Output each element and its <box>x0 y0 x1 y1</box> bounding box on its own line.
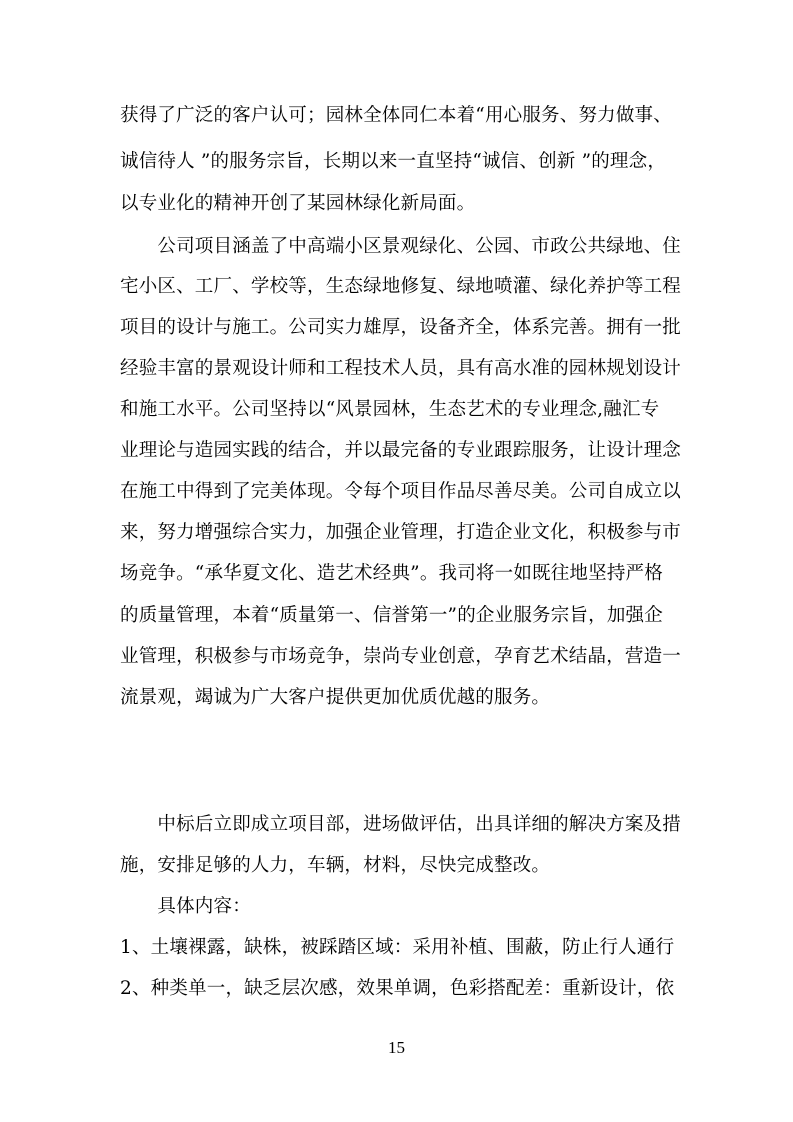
paragraph-line: 场竞争。“承华夏文化、造艺术经典”。我司将一如既往地坚持严格 <box>120 563 663 584</box>
paragraph-line: 获得了广泛的客户认可；园林全体同仁本着“用心服务、努力做事、 <box>120 105 672 126</box>
page-number: 15 <box>388 1038 405 1057</box>
list-item: 2、种类单一，缺乏层次感，效果单调，色彩搭配差：重新设计，依 <box>120 978 675 999</box>
paragraph-line: 业理论与造园实践的结合，并以最完备的专业跟踪服务，让设计理念 <box>120 440 682 461</box>
paragraph-line: 经验丰富的景观设计师和工程技术人员，具有高水准的园林规划设计 <box>120 358 682 379</box>
paragraph-line: 的质量管理，本着“质量第一、信誉第一”的企业服务宗旨，加强企 <box>120 605 663 626</box>
paragraph-line: 具体内容： <box>120 896 251 917</box>
paragraph-line: 诚信待人 ”的服务宗旨，长期以来一直坚持“诚信、创新 ”的理念， <box>120 151 667 172</box>
paragraph-line: 来，努力增强综合实力，加强企业管理，打造企业文化，积极参与市 <box>120 522 682 543</box>
list-item: 1、土壤裸露，缺株，被踩踏区域：采用补植、围蔽，防止行人通行 <box>120 937 675 958</box>
paragraph-line: 公司项目涵盖了中高端小区景观绿化、公园、市政公共绿地、住 <box>120 236 682 257</box>
paragraph-line: 中标后立即成立项目部，进场做评估，出具详细的解决方案及措 <box>120 814 682 835</box>
paragraph-line: 在施工中得到了完美体现。令每个项目作品尽善尽美。公司自成立以 <box>120 481 682 502</box>
paragraph-line: 宅小区、工厂、学校等，生态绿地修复、绿地喷灌、绿化养护等工程 <box>120 276 682 297</box>
paragraph-line: 以专业化的精神开创了某园林绿化新局面。 <box>120 193 476 214</box>
paragraph-line: 项目的设计与施工。公司实力雄厚，设备齐全，体系完善。拥有一批 <box>120 317 682 338</box>
paragraph-line: 施，安排足够的人力，车辆，材料，尽快完成整改。 <box>120 855 551 876</box>
paragraph-line: 和施工水平。公司坚持以“风景园林，生态艺术的专业理念,融汇专 <box>120 399 660 420</box>
paragraph-line: 业管理，积极参与市场竞争，崇尚专业创意，孕育艺术结晶，营造一 <box>120 646 682 667</box>
paragraph-line: 流景观，竭诚为广大客户提供更加优质优越的服务。 <box>120 687 551 708</box>
